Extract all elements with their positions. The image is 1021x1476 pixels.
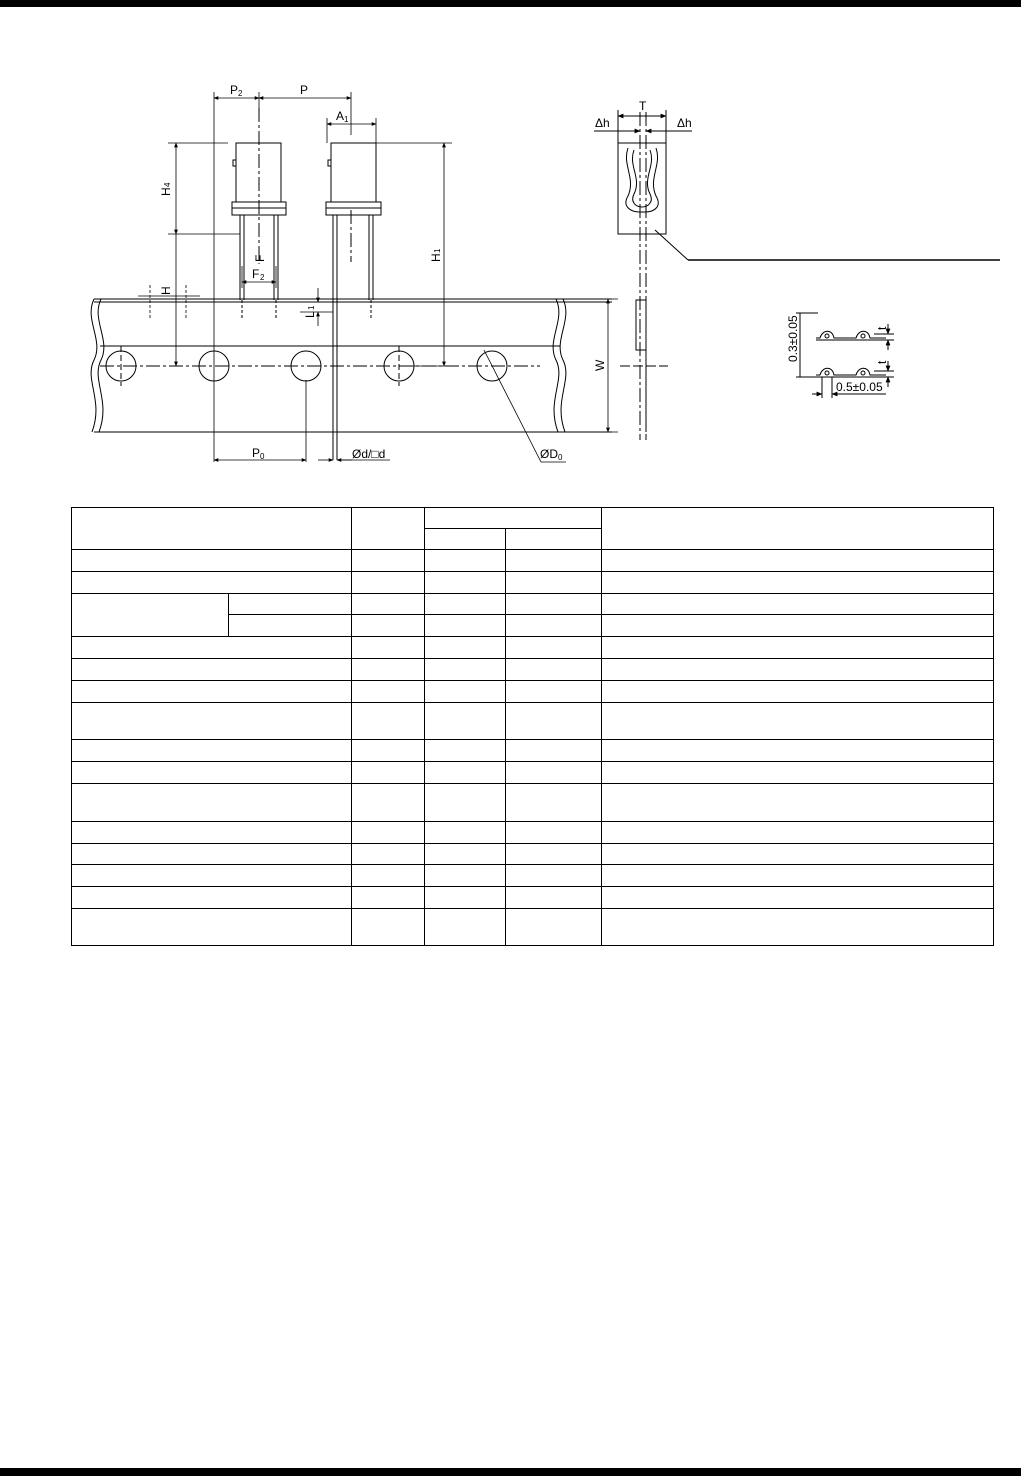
table-cell: [72, 550, 352, 572]
table-cell: [425, 740, 506, 762]
table-cell: [602, 594, 994, 615]
table-cell: [425, 844, 506, 865]
table-cell: [506, 637, 602, 659]
table-cell: [229, 615, 352, 637]
h4-label: H: [159, 187, 173, 196]
table-cell: [602, 703, 994, 740]
p0-label: P: [252, 446, 261, 460]
header-dimension-cell: [425, 508, 602, 529]
tape-pitch-label: 0.5±0.05: [836, 380, 883, 394]
table-cell: [425, 594, 506, 615]
header-sub-cell-2: [506, 529, 602, 550]
table-cell: [352, 594, 425, 615]
table-header-row: [72, 508, 994, 529]
table-cell: [352, 572, 425, 594]
table-cell: [72, 909, 352, 946]
table-cell: [425, 909, 506, 946]
table-cell: [72, 740, 352, 762]
table-cell: [352, 637, 425, 659]
table-row: [72, 572, 994, 594]
table-cell: [506, 909, 602, 946]
a1-label: A: [336, 109, 345, 123]
table-cell: [72, 887, 352, 909]
table-row: [72, 844, 994, 865]
table-cell: [352, 550, 425, 572]
table-cell: [602, 887, 994, 909]
table-cell: [425, 615, 506, 637]
table-row: [72, 594, 994, 615]
table-row: [72, 740, 994, 762]
header-item-cell: [72, 508, 352, 550]
header-remarks-cell: [602, 508, 994, 550]
table-cell: [352, 909, 425, 946]
table-cell: [425, 550, 506, 572]
sprocket-holes: [100, 346, 540, 386]
header-sub-cell-1: [425, 529, 506, 550]
table-cell: [352, 703, 425, 740]
table-cell: [352, 681, 425, 703]
table-cell: [425, 681, 506, 703]
tape-t-top-label: t: [875, 326, 889, 330]
p2-label: P: [230, 83, 239, 97]
lead-diameter-label: Ød/□d: [352, 447, 386, 461]
h4-subscript: 4: [163, 182, 172, 187]
side-view: [594, 110, 1000, 440]
table-cell: [602, 865, 994, 887]
delta-h-right-label: Δh: [677, 116, 692, 130]
table-cell: [229, 594, 352, 615]
table-row: [72, 659, 994, 681]
component-left: [232, 108, 286, 318]
taping-dimension-drawing: [0, 0, 1021, 500]
table-cell: [72, 637, 352, 659]
table-cell: [352, 659, 425, 681]
table-cell: [425, 865, 506, 887]
table-cell: [602, 637, 994, 659]
table-cell: [602, 615, 994, 637]
table-row: [72, 550, 994, 572]
table-cell: [72, 703, 352, 740]
table-cell: [602, 740, 994, 762]
table-cell: [425, 762, 506, 784]
table-cell: [425, 572, 506, 594]
tape-detail-labels: [786, 315, 889, 394]
table-cell: [72, 822, 352, 844]
table-cell: [72, 844, 352, 865]
d0-label: ØD: [540, 447, 558, 461]
bottom-border-bar: [0, 1468, 1021, 1476]
header-symbol-cell: [352, 508, 425, 550]
p2-subscript: 2: [238, 89, 243, 98]
table-cell: [602, 681, 994, 703]
table-row: [72, 762, 994, 784]
table-cell: [425, 659, 506, 681]
table-cell: [506, 887, 602, 909]
table-cell: [352, 844, 425, 865]
table-cell: [602, 909, 994, 946]
table-cell: [506, 572, 602, 594]
table-cell: [425, 784, 506, 822]
table-cell: [352, 865, 425, 887]
table-cell: [352, 615, 425, 637]
table-cell: [506, 659, 602, 681]
table-cell: [506, 594, 602, 615]
table-cell: [352, 822, 425, 844]
table-row: [72, 865, 994, 887]
table-cell: [602, 762, 994, 784]
table-cell: [506, 784, 602, 822]
h1-subscript: 1: [433, 248, 442, 253]
table-cell: [506, 865, 602, 887]
table-cell: [506, 550, 602, 572]
table-row: [72, 703, 994, 740]
table-cell: [352, 762, 425, 784]
p0-subscript: 0: [260, 452, 265, 461]
table-cell: [506, 822, 602, 844]
l1-label: L: [303, 311, 317, 318]
table-cell: [352, 740, 425, 762]
main-view-labels: [159, 83, 607, 462]
table-cell: [506, 615, 602, 637]
table-cell: [602, 784, 994, 822]
w-label: W: [593, 359, 607, 371]
table-cell: [602, 572, 994, 594]
table-row: [72, 784, 994, 822]
table-row: [72, 909, 994, 946]
table-cell: [602, 844, 994, 865]
delta-h-left-label: Δh: [595, 116, 610, 130]
table-cell: [72, 865, 352, 887]
table-group-cell: [72, 594, 229, 637]
table-row: [72, 887, 994, 909]
h1-label: H: [429, 253, 443, 262]
f2-label: F: [252, 267, 260, 281]
table-cell: [72, 572, 352, 594]
table-cell: [352, 784, 425, 822]
table-cell: [72, 659, 352, 681]
table-cell: [425, 887, 506, 909]
table-cell: [72, 762, 352, 784]
table-cell: [352, 887, 425, 909]
f2-subscript: 2: [260, 273, 265, 282]
table-row: [72, 822, 994, 844]
table-cell: [506, 703, 602, 740]
tape-height-label: 0.3±0.05: [786, 315, 800, 362]
table-row: [72, 681, 994, 703]
f-label: F: [253, 254, 267, 262]
side-view-labels: [595, 99, 692, 130]
table-cell: [602, 550, 994, 572]
table-cell: [506, 740, 602, 762]
a1-subscript: 1: [344, 115, 349, 124]
dimension-lines: [138, 92, 618, 462]
t-thickness-label: T: [639, 99, 647, 113]
table-cell: [506, 762, 602, 784]
table-cell: [72, 784, 352, 822]
table-cell: [506, 844, 602, 865]
p-label: P: [300, 83, 309, 97]
table-cell: [506, 681, 602, 703]
table-row: [72, 637, 994, 659]
dimension-table: [71, 507, 994, 946]
table-cell: [425, 822, 506, 844]
d0-subscript: 0: [558, 453, 563, 462]
table-cell: [425, 637, 506, 659]
table-cell: [72, 681, 352, 703]
table-cell: [602, 822, 994, 844]
h-label: H: [159, 286, 173, 295]
tape-t-bottom-label: t: [875, 360, 889, 364]
l1-subscript: 1: [307, 305, 316, 310]
table-cell: [602, 659, 994, 681]
table-cell: [425, 703, 506, 740]
